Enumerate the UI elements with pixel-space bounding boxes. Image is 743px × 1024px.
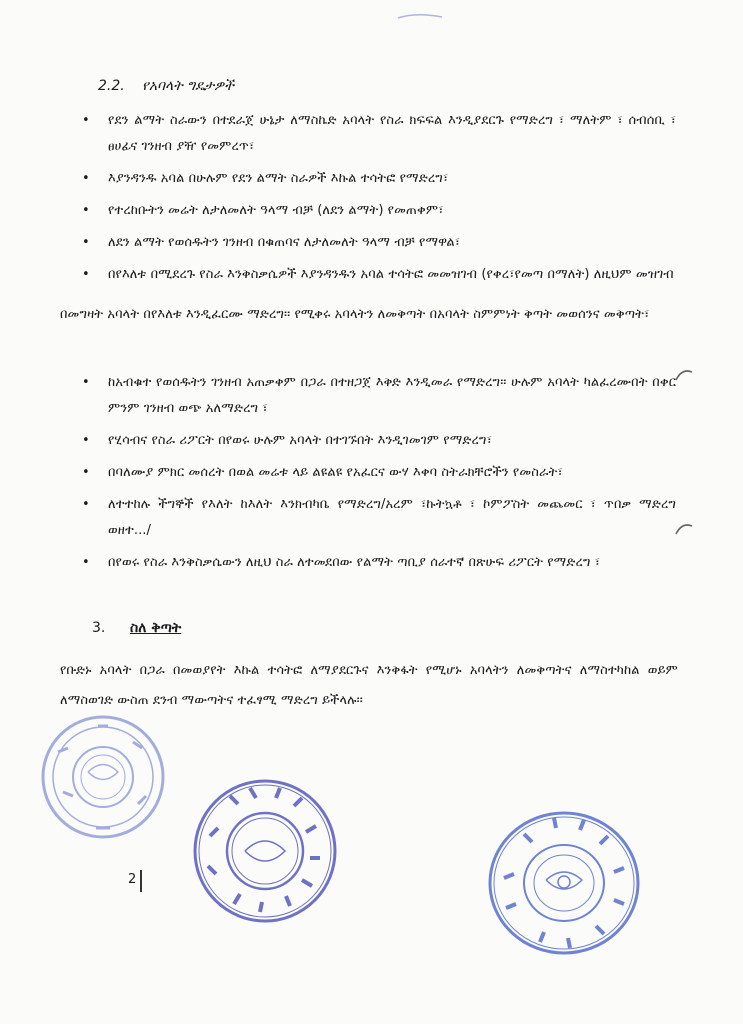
section-3-heading	[92, 620, 181, 636]
stamp-left	[38, 712, 168, 842]
bullet-icon: •	[82, 203, 90, 218]
section-2-2-number: 2.2.	[98, 78, 125, 94]
member-duties-list	[76, 108, 676, 294]
scan-mark-icon	[672, 520, 696, 540]
section-3-title: ስለ ቅጣት	[130, 620, 182, 636]
list-item: • በባለሙያ ምክር መሰረት በወል መሬቱ ላይ ልዩልዩ የአፈርና ውሃ እቀባ ስትራክቸሮችን የመስራት፣	[76, 460, 676, 486]
bullet-icon: •	[82, 267, 90, 282]
bullet-icon: •	[82, 465, 90, 480]
stamp-center	[190, 776, 340, 926]
paragraph-attendance: በመግዛት አባላት በየእለቱ እንዲፈርሙ ማድረግ፡፡ የሚቀሩ አባላትን ለመቅጣት በአባላት ስምምነት ቅጣት መወሰንና መቅጣት፣	[60, 307, 650, 322]
bullet-icon: •	[82, 497, 90, 512]
section-2-2-heading	[98, 78, 234, 94]
stamp-right	[484, 808, 644, 958]
page-number: 2	[128, 872, 137, 887]
bullet-icon: •	[82, 375, 90, 390]
list-item: • በየወሩ የስራ እንቅስቃሴውን ለዚህ ስራ ለተመደበው የልማት ጣቢያ ሰራተኛ በጽሁፍ ሪፖርት የማድረግ ፣	[76, 550, 676, 576]
list-item: • ለደን ልማት የወሰዱትን ገንዘብ በቁጠባና ለታለመለት ዓላማ ብቻ የማዋል፣	[76, 230, 676, 256]
list-item: • የሂሳብና የስራ ሪፖርት በየወሩ ሁሉም አባላት በተገኙበት እንዲገመገም የማድረግ፣	[76, 428, 676, 454]
official-seal-icon	[190, 776, 340, 926]
scan-mark-icon	[396, 8, 446, 24]
bullet-icon: •	[82, 113, 90, 128]
list-item: • ለተተከሉ ችግኞች የእለት ከእለት እንክብካቤ የማድረግ/አረም ፣ኩትኳቶ ፣ ኮምፖስት መጨመር ፣ ጥበቃ ማድረግ ወዘተ.../	[76, 492, 676, 544]
scan-mark-icon	[672, 366, 696, 386]
bullet-icon: •	[82, 555, 90, 570]
section-3-number: 3.	[92, 620, 106, 636]
list-item: • የተረከቡትን መሬት ለታለመለት ዓላማ ብቻ (ለደን ልማት) የመጠቀም፣	[76, 198, 676, 224]
bullet-icon: •	[82, 171, 90, 186]
list-item: • እያንዳንዱ አባል በሁሉም የደን ልማት ስራዎች እኩል ተሳትፎ የማድረግ፣	[76, 166, 676, 192]
official-seal-icon	[484, 808, 644, 958]
official-seal-icon	[38, 712, 168, 842]
member-duties-list-continued	[76, 370, 676, 582]
page-number-bar	[140, 870, 142, 892]
list-item: • የደን ልማት ስራውን በተደራጀ ሁኔታ ለማስኬድ አባላት የስራ ክፍፍል እንዲያደርጉ የማድረግ ፣ ማለትም ፣ ሰብሰቢ ፣ ፀሀፊና ገንዘብ ያዥ የመምረጥ፣	[76, 108, 676, 160]
paragraph-penalty: የቡድኑ አባላት በጋራ በመወያየት እኩል ተሳትፎ ለማያደርጉና እንቅፋት የሚሆኑ አባላትን ለመቅጣትና ለማስተካከል ወይም ለማስወገድ ውስጠ ደንብ ማውጣትና ተፈፃሚ ማድረግ ይችላሉ፡፡	[60, 663, 678, 708]
list-item: • ከአብቁተ የወሰዱትን ገንዘብ አጠቃቀም በጋራ በተዘጋጀ እቅድ እንዲመራ የማድረግ፡፡ ሁሉም አባላት ካልፈረሙበት በቀር ምንም ገንዘብ ወጭ አለማድረግ ፣	[76, 370, 676, 422]
bullet-icon: •	[82, 235, 90, 250]
section-2-2-title: የአባላት ግዴታዎች	[142, 78, 234, 94]
bullet-icon: •	[82, 433, 90, 448]
list-item: • በየእለቱ በሚደረጉ የስራ እንቅስቃሴዎች እያንዳንዱን አባል ተሳትፎ መመዝገብ (የቀረ፣የመጣ በማለት) ለዚህም መዝገብ	[76, 262, 676, 288]
